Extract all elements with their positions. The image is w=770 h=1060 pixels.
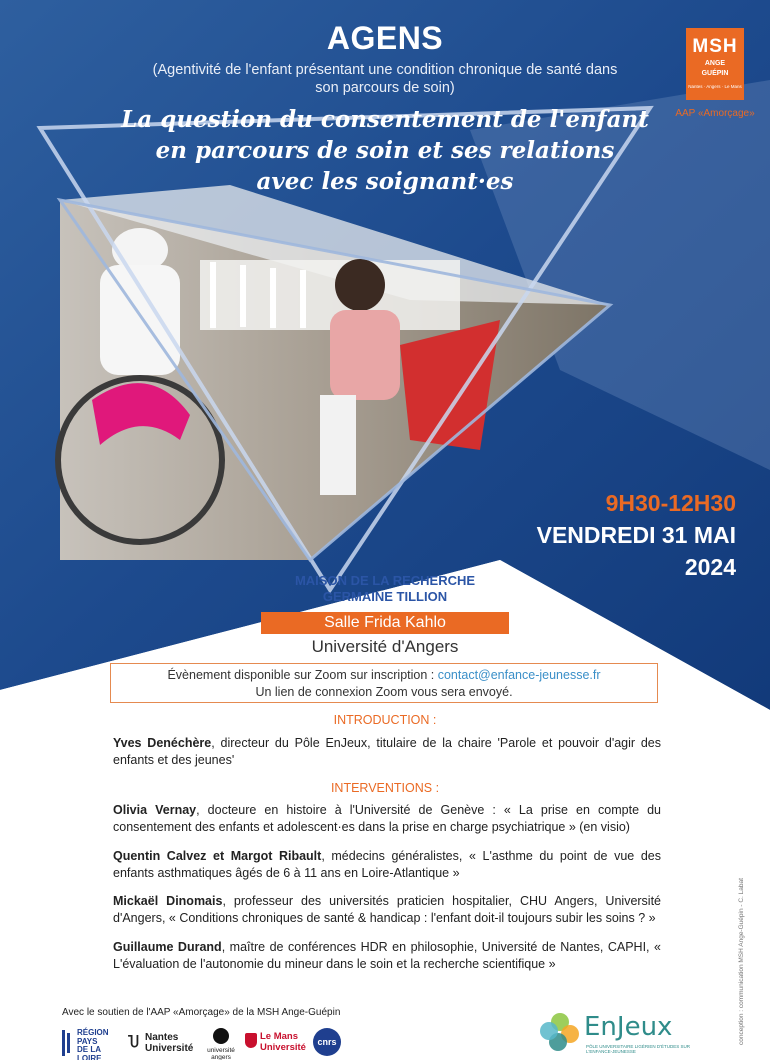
contact-email-link[interactable]: contact@enfance-jeunesse.fr — [437, 668, 601, 682]
lemans-logo-line-2: Université — [260, 1041, 306, 1053]
enjeux-logo-text: EnJeux — [584, 1012, 673, 1042]
region-logo-text — [77, 1029, 114, 1060]
design-credit: conception : communication MSH Ange-Guépin - C. Labat — [738, 878, 745, 1045]
room-badge: Salle Frida Kahlo — [261, 612, 509, 634]
speaker-description: , docteure en histoire à l'Université de Genève : « La prise en compte du consentement des enfants et adolescent·es dans la prise en charge psychiatrique » (en visio) — [113, 803, 661, 834]
msh-logo-tagline: Nantes · Angers · Le Mans — [688, 84, 742, 89]
venue-name — [240, 573, 530, 605]
le-mans-universite-logo — [245, 1028, 309, 1058]
headline-line-2: en parcours de soin et ses relations — [155, 137, 615, 164]
zoom-line-1 — [111, 667, 657, 684]
support-text: Avec le soutien de l'AAP «Amorçage» de la MSH Ange-Guépin — [62, 1007, 341, 1018]
speaker-name: Guillaume Durand — [113, 940, 222, 954]
photo-railing — [200, 260, 460, 330]
speaker-name: Mickaël Dinomais — [113, 894, 223, 908]
speaker-description: , médecins généralistes, « L'asthme du point de vue des enfants asthmatiques âgés de 6 à 11 ans en Loire-Atlantique » — [113, 849, 661, 880]
speaker-description: , directeur du Pôle EnJeux, titulaire de la chaire 'Parole et pouvoir d'agir des enfants et des jeunes' — [113, 736, 662, 767]
region-logo-line-1: RÉGION — [77, 1028, 109, 1037]
intro-paragraph — [113, 735, 661, 769]
speaker-name: Olivia Vernay — [113, 803, 197, 817]
nantes-universite-logo — [128, 1028, 196, 1058]
lemans-logo-text — [260, 1032, 306, 1053]
intervention-3 — [113, 893, 661, 927]
interventions-heading: INTERVENTIONS : — [330, 781, 440, 795]
speaker-name: Yves Denéchère — [113, 736, 212, 750]
nantes-logo-line-1: Nantes — [145, 1032, 179, 1043]
nantes-logo-text — [145, 1032, 193, 1054]
region-pays-de-la-loire-logo — [62, 1028, 114, 1058]
universite-angers-logo — [203, 1028, 239, 1058]
intervention-2 — [113, 848, 661, 882]
enjeux-logo — [540, 1012, 700, 1056]
logo-caption: AAP «Amorçage» — [675, 108, 755, 119]
nantes-logo-line-2: Université — [145, 1043, 194, 1054]
event-date: VENDREDI 31 MAI — [536, 522, 736, 548]
angers-symbol-icon — [213, 1028, 229, 1044]
lemans-logo-line-1: Le Mans — [260, 1031, 299, 1042]
shield-icon — [245, 1033, 257, 1048]
intervention-4 — [113, 939, 661, 973]
event-year: 2024 — [684, 554, 736, 580]
venue-line-1: MAISON DE LA RECHERCHE — [294, 573, 476, 588]
msh-logo-sub-2: GUÉPIN — [701, 70, 729, 77]
enjeux-flower-icon — [540, 1012, 580, 1052]
headline-line-3: avec les soignant·es — [256, 168, 514, 195]
zoom-info-box — [110, 663, 658, 703]
msh-logo-name: MSH — [692, 36, 738, 57]
headline-line-1: La question du consentement de l'enfant — [121, 106, 649, 133]
venue-line-2: GERMAINE TILLION — [322, 589, 448, 604]
speaker-name: Quentin Calvez et Margot Ribault — [113, 849, 322, 863]
event-time: 9H30-12H30 — [605, 490, 736, 516]
venue-university: Université d'Angers — [311, 637, 459, 656]
msh-logo-sub-1: ANGE — [704, 60, 726, 67]
cnrs-logo — [313, 1028, 343, 1058]
event-headline — [80, 104, 690, 197]
event-subtitle: (Agentivité de l'enfant présentant une condition chronique de santé dans son parcours de soin) — [152, 62, 618, 96]
zoom-text: Évènement disponible sur Zoom sur inscription : — [167, 668, 438, 682]
cnrs-logo-text: cnrs — [313, 1028, 341, 1056]
nantes-symbol-icon: Ⴎ — [128, 1034, 139, 1050]
region-logo-line-3: DE LA LOIRE — [77, 1045, 102, 1060]
intervention-1 — [113, 802, 661, 836]
angers-logo-text: université angers — [207, 1047, 235, 1060]
region-logo-line-2: PAYS — [77, 1036, 98, 1046]
event-title: AGENS — [326, 20, 444, 56]
speaker-description: , maître de conférences HDR en philosophie, Université de Nantes, CAPHI, « L'évaluation de l'autonomie du mineur dans le soin et la recherche scientifique » — [113, 940, 661, 971]
introduction-heading: INTRODUCTION : — [333, 713, 437, 727]
zoom-line-2: Un lien de connexion Zoom vous sera envoyé. — [255, 685, 513, 699]
speaker-description: , professeur des universités praticien hospitalier, CHU Angers, Université d'Angers, « Conditions chroniques de santé & handicap : l'enfant doit-il toujours subir les soins ? » — [113, 894, 662, 925]
enjeux-logo-subtitle: PÔLE UNIVERSITAIRE LIGÉRIEN D'ÉTUDES SUR L'ENFANCE-JEUNESSE — [586, 1044, 691, 1054]
region-bars-icon — [62, 1030, 72, 1056]
msh-logo — [686, 28, 744, 100]
